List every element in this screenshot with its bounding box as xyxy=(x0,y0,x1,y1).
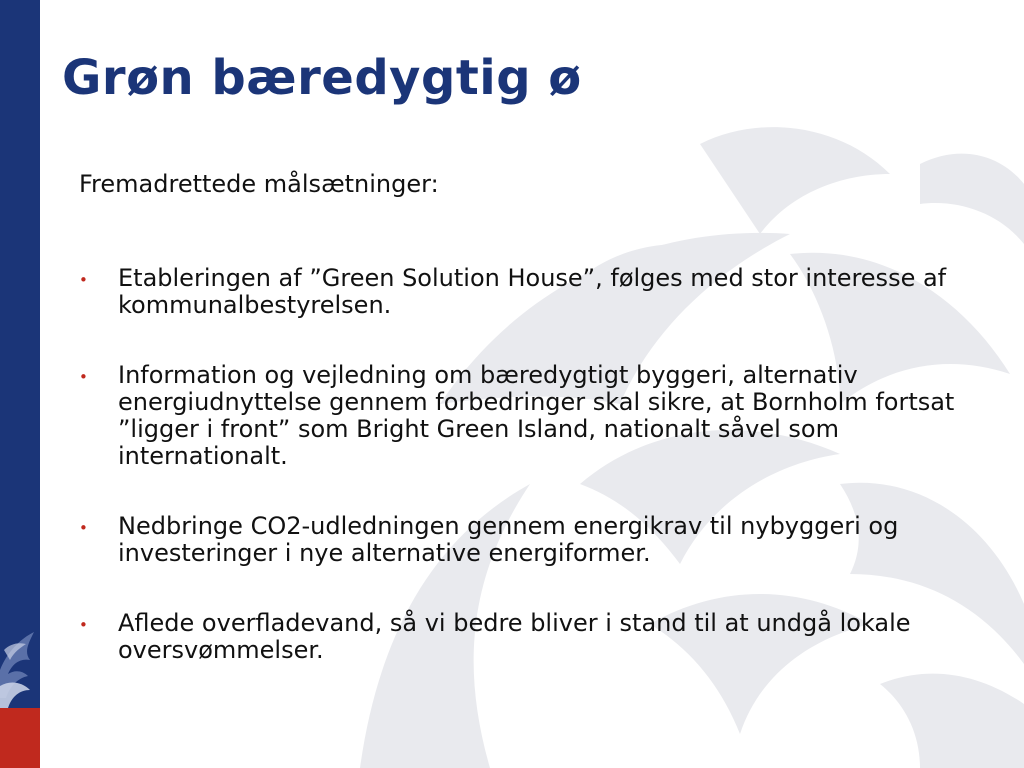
bullet-text: Aflede overfladevand, så vi bedre bliver i stand til at undgå lokale oversvømmelser. xyxy=(118,609,911,664)
bullet-item xyxy=(79,362,999,470)
bullet-text: Etableringen af ”Green Solution House”, følges med stor interesse af kommunalbestyrelsen. xyxy=(118,264,947,319)
bullet-item xyxy=(79,513,999,567)
slide-title: Grøn bæredygtig ø xyxy=(62,50,582,106)
bullet-icon: • xyxy=(79,271,88,289)
bullet-icon: • xyxy=(79,368,88,386)
coat-of-arms-emblem-icon xyxy=(0,630,40,708)
bullet-item xyxy=(79,610,999,664)
bullet-list xyxy=(79,265,999,707)
bullet-text: Information og vejledning om bæredygtigt byggeri, alternativ energiudnyttelse gennem forbedringer skal sikre, at Bornholm fortsat ”ligger i front” som Bright Green Island, nationalt såvel som internationalt. xyxy=(118,361,955,470)
bullet-text: Nedbringe CO2-udledningen gennem energikrav til nybyggeri og investeringer i nye alternative energiformer. xyxy=(118,512,899,567)
bullet-item xyxy=(79,265,999,319)
side-stripe-red xyxy=(0,708,40,768)
intro-text: Fremadrettede målsætninger: xyxy=(79,170,439,198)
bullet-icon: • xyxy=(79,616,88,634)
bullet-icon: • xyxy=(79,519,88,537)
